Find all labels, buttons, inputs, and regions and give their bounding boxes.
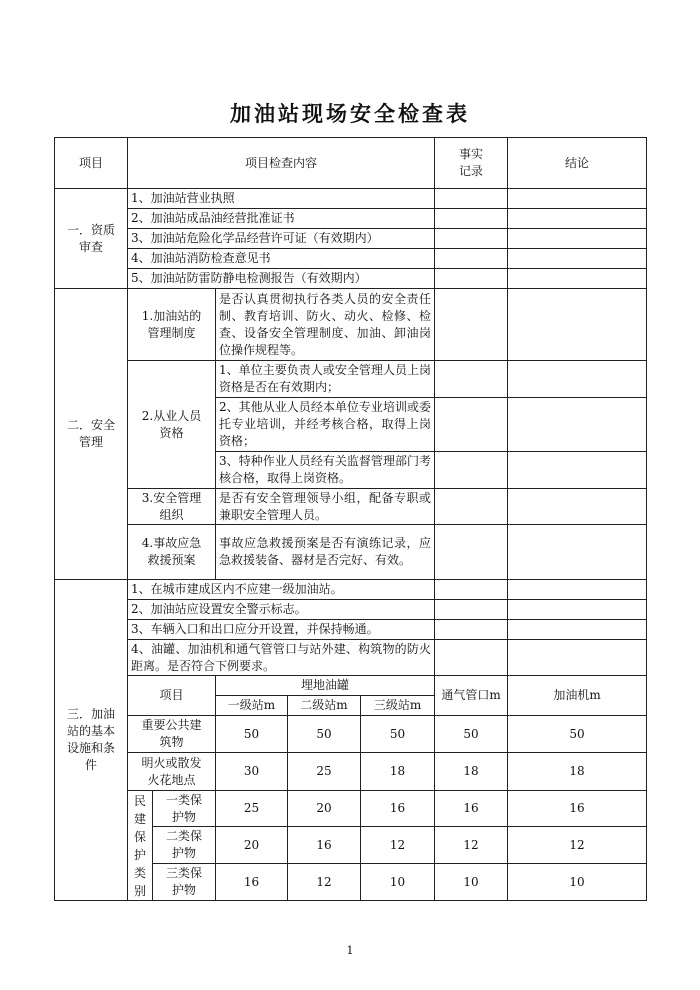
header-content: 项目检查内容 xyxy=(128,138,435,189)
section2-sub4-text: 事故应急救援预案是否有演练记录，应急救援装备、器材是否完好、有效。 xyxy=(216,525,435,580)
conclusion-cell[interactable] xyxy=(508,640,647,676)
page-number: 1 xyxy=(346,944,354,957)
section3-label: 三．加油 站的基本 设施和条 件 xyxy=(55,580,128,901)
distance-header-row xyxy=(55,676,647,696)
distance-value: 30 xyxy=(216,753,288,791)
section3-item: 3、车辆入口和出口应分开设置，并保持畅通。 xyxy=(128,620,435,640)
conclusion-cell[interactable] xyxy=(508,452,647,489)
conclusion-cell[interactable] xyxy=(508,189,647,209)
distance-value: 25 xyxy=(216,791,288,827)
conclusion-cell[interactable] xyxy=(508,289,647,361)
distance-col-header: 二级站m xyxy=(288,696,361,716)
distance-value: 50 xyxy=(435,716,508,753)
table-row xyxy=(55,209,647,229)
distance-item-header: 项目 xyxy=(128,676,216,716)
table-row xyxy=(55,269,647,289)
record-cell[interactable] xyxy=(435,580,508,600)
section2-sub2-label: 2.从业人员 资格 xyxy=(128,361,216,489)
table-row xyxy=(55,189,647,209)
distance-value: 50 xyxy=(288,716,361,753)
distance-value: 16 xyxy=(435,791,508,827)
record-cell[interactable] xyxy=(435,361,508,398)
distance-value: 20 xyxy=(216,827,288,864)
distance-row-label: 一类保 护物 xyxy=(153,791,216,827)
section1-item: 2、加油站成品油经营批准证书 xyxy=(128,209,435,229)
distance-value: 18 xyxy=(508,753,647,791)
section2-sub3-label: 3.安全管理 组织 xyxy=(128,489,216,525)
conclusion-cell[interactable] xyxy=(508,209,647,229)
section1-label: 一．资质 审查 xyxy=(55,189,128,289)
distance-value: 18 xyxy=(361,753,435,791)
distance-group-header: 埋地油罐 xyxy=(216,676,435,696)
distance-value: 12 xyxy=(288,864,361,901)
distance-value: 16 xyxy=(508,791,647,827)
table-row xyxy=(55,229,647,249)
distance-row-label: 重要公共建 筑物 xyxy=(128,716,216,753)
distance-col-header: 通气管口m xyxy=(435,676,508,716)
distance-value: 10 xyxy=(508,864,647,901)
conclusion-cell[interactable] xyxy=(508,229,647,249)
distance-row xyxy=(55,716,647,753)
distance-value: 10 xyxy=(435,864,508,901)
conclusion-cell[interactable] xyxy=(508,398,647,452)
distance-row xyxy=(55,753,647,791)
distance-row xyxy=(55,791,647,827)
conclusion-cell[interactable] xyxy=(508,361,647,398)
section1-item: 4、加油站消防检查意见书 xyxy=(128,249,435,269)
civil-protection-label: 民 建 保 护 类 别 xyxy=(128,791,153,901)
header-item: 项目 xyxy=(55,138,128,189)
distance-value: 18 xyxy=(435,753,508,791)
header-row xyxy=(55,138,647,189)
record-cell[interactable] xyxy=(435,525,508,580)
section3-item: 1、在城市建成区内不应建一级加油站。 xyxy=(128,580,435,600)
conclusion-cell[interactable] xyxy=(508,269,647,289)
record-cell[interactable] xyxy=(435,289,508,361)
conclusion-cell[interactable] xyxy=(508,249,647,269)
safety-check-table xyxy=(54,137,647,901)
table-row xyxy=(55,600,647,620)
section2-sub4-label: 4.事故应急 救援预案 xyxy=(128,525,216,580)
record-cell[interactable] xyxy=(435,640,508,676)
section2-sub3-text: 是否有安全管理领导小组，配备专职或兼职安全管理人员。 xyxy=(216,489,435,525)
table-row xyxy=(55,289,647,361)
section2-sub2-item: 2、其他从业人员经本单位专业培训或委托专业培训，并经考核合格，取得上岗资格； xyxy=(216,398,435,452)
section2-sub2-item: 1、单位主要负责人或安全管理人员上岗资格是否在有效期内； xyxy=(216,361,435,398)
section1-item: 1、加油站营业执照 xyxy=(128,189,435,209)
distance-value: 10 xyxy=(361,864,435,901)
distance-col-header: 一级站m xyxy=(216,696,288,716)
record-cell[interactable] xyxy=(435,489,508,525)
document-title: 加油站现场安全检查表 xyxy=(230,102,470,126)
distance-value: 20 xyxy=(288,791,361,827)
distance-value: 16 xyxy=(288,827,361,864)
conclusion-cell[interactable] xyxy=(508,620,647,640)
table-row xyxy=(55,489,647,525)
distance-row-label: 明火或散发 火花地点 xyxy=(128,753,216,791)
record-cell[interactable] xyxy=(435,398,508,452)
section2-sub1-text: 是否认真贯彻执行各类人员的安全责任制、教育培训、防火、动火、检修、检查、设备安全管理制度、加油、卸油岗位操作规程等。 xyxy=(216,289,435,361)
table-row xyxy=(55,525,647,580)
record-cell[interactable] xyxy=(435,229,508,249)
header-conclusion: 结论 xyxy=(508,138,647,189)
distance-row-label: 二类保 护物 xyxy=(153,827,216,864)
table-row xyxy=(55,580,647,600)
table-row xyxy=(55,640,647,676)
record-cell[interactable] xyxy=(435,249,508,269)
distance-value: 50 xyxy=(216,716,288,753)
record-cell[interactable] xyxy=(435,452,508,489)
section1-item: 5、加油站防雷防静电检测报告（有效期内） xyxy=(128,269,435,289)
section3-item: 4、油罐、加油机和通气管管口与站外建、构筑物的防火距离。是否符合下例要求。 xyxy=(128,640,435,676)
record-cell[interactable] xyxy=(435,209,508,229)
conclusion-cell[interactable] xyxy=(508,489,647,525)
section2-sub1-label: 1.加油站的 管理制度 xyxy=(128,289,216,361)
conclusion-cell[interactable] xyxy=(508,525,647,580)
distance-value: 12 xyxy=(361,827,435,864)
conclusion-cell[interactable] xyxy=(508,580,647,600)
record-cell[interactable] xyxy=(435,269,508,289)
distance-value: 50 xyxy=(361,716,435,753)
section1-item: 3、加油站危险化学品经营许可证（有效期内） xyxy=(128,229,435,249)
table-row xyxy=(55,620,647,640)
distance-value: 16 xyxy=(216,864,288,901)
section2-label: 二．安全 管理 xyxy=(55,289,128,580)
distance-value: 16 xyxy=(361,791,435,827)
distance-row-label: 三类保 护物 xyxy=(153,864,216,901)
header-record: 事实 记录 xyxy=(435,138,508,189)
record-cell[interactable] xyxy=(435,189,508,209)
distance-value: 12 xyxy=(435,827,508,864)
section2-sub2-item: 3、特种作业人员经有关监督管理部门考核合格，取得上岗资格。 xyxy=(216,452,435,489)
distance-value: 50 xyxy=(508,716,647,753)
distance-value: 12 xyxy=(508,827,647,864)
record-cell[interactable] xyxy=(435,600,508,620)
distance-col-header: 三级站m xyxy=(361,696,435,716)
table-row xyxy=(55,361,647,398)
conclusion-cell[interactable] xyxy=(508,600,647,620)
table-row xyxy=(55,249,647,269)
distance-col-header: 加油机m xyxy=(508,676,647,716)
record-cell[interactable] xyxy=(435,620,508,640)
distance-value: 25 xyxy=(288,753,361,791)
section3-item: 2、加油站应设置安全警示标志。 xyxy=(128,600,435,620)
